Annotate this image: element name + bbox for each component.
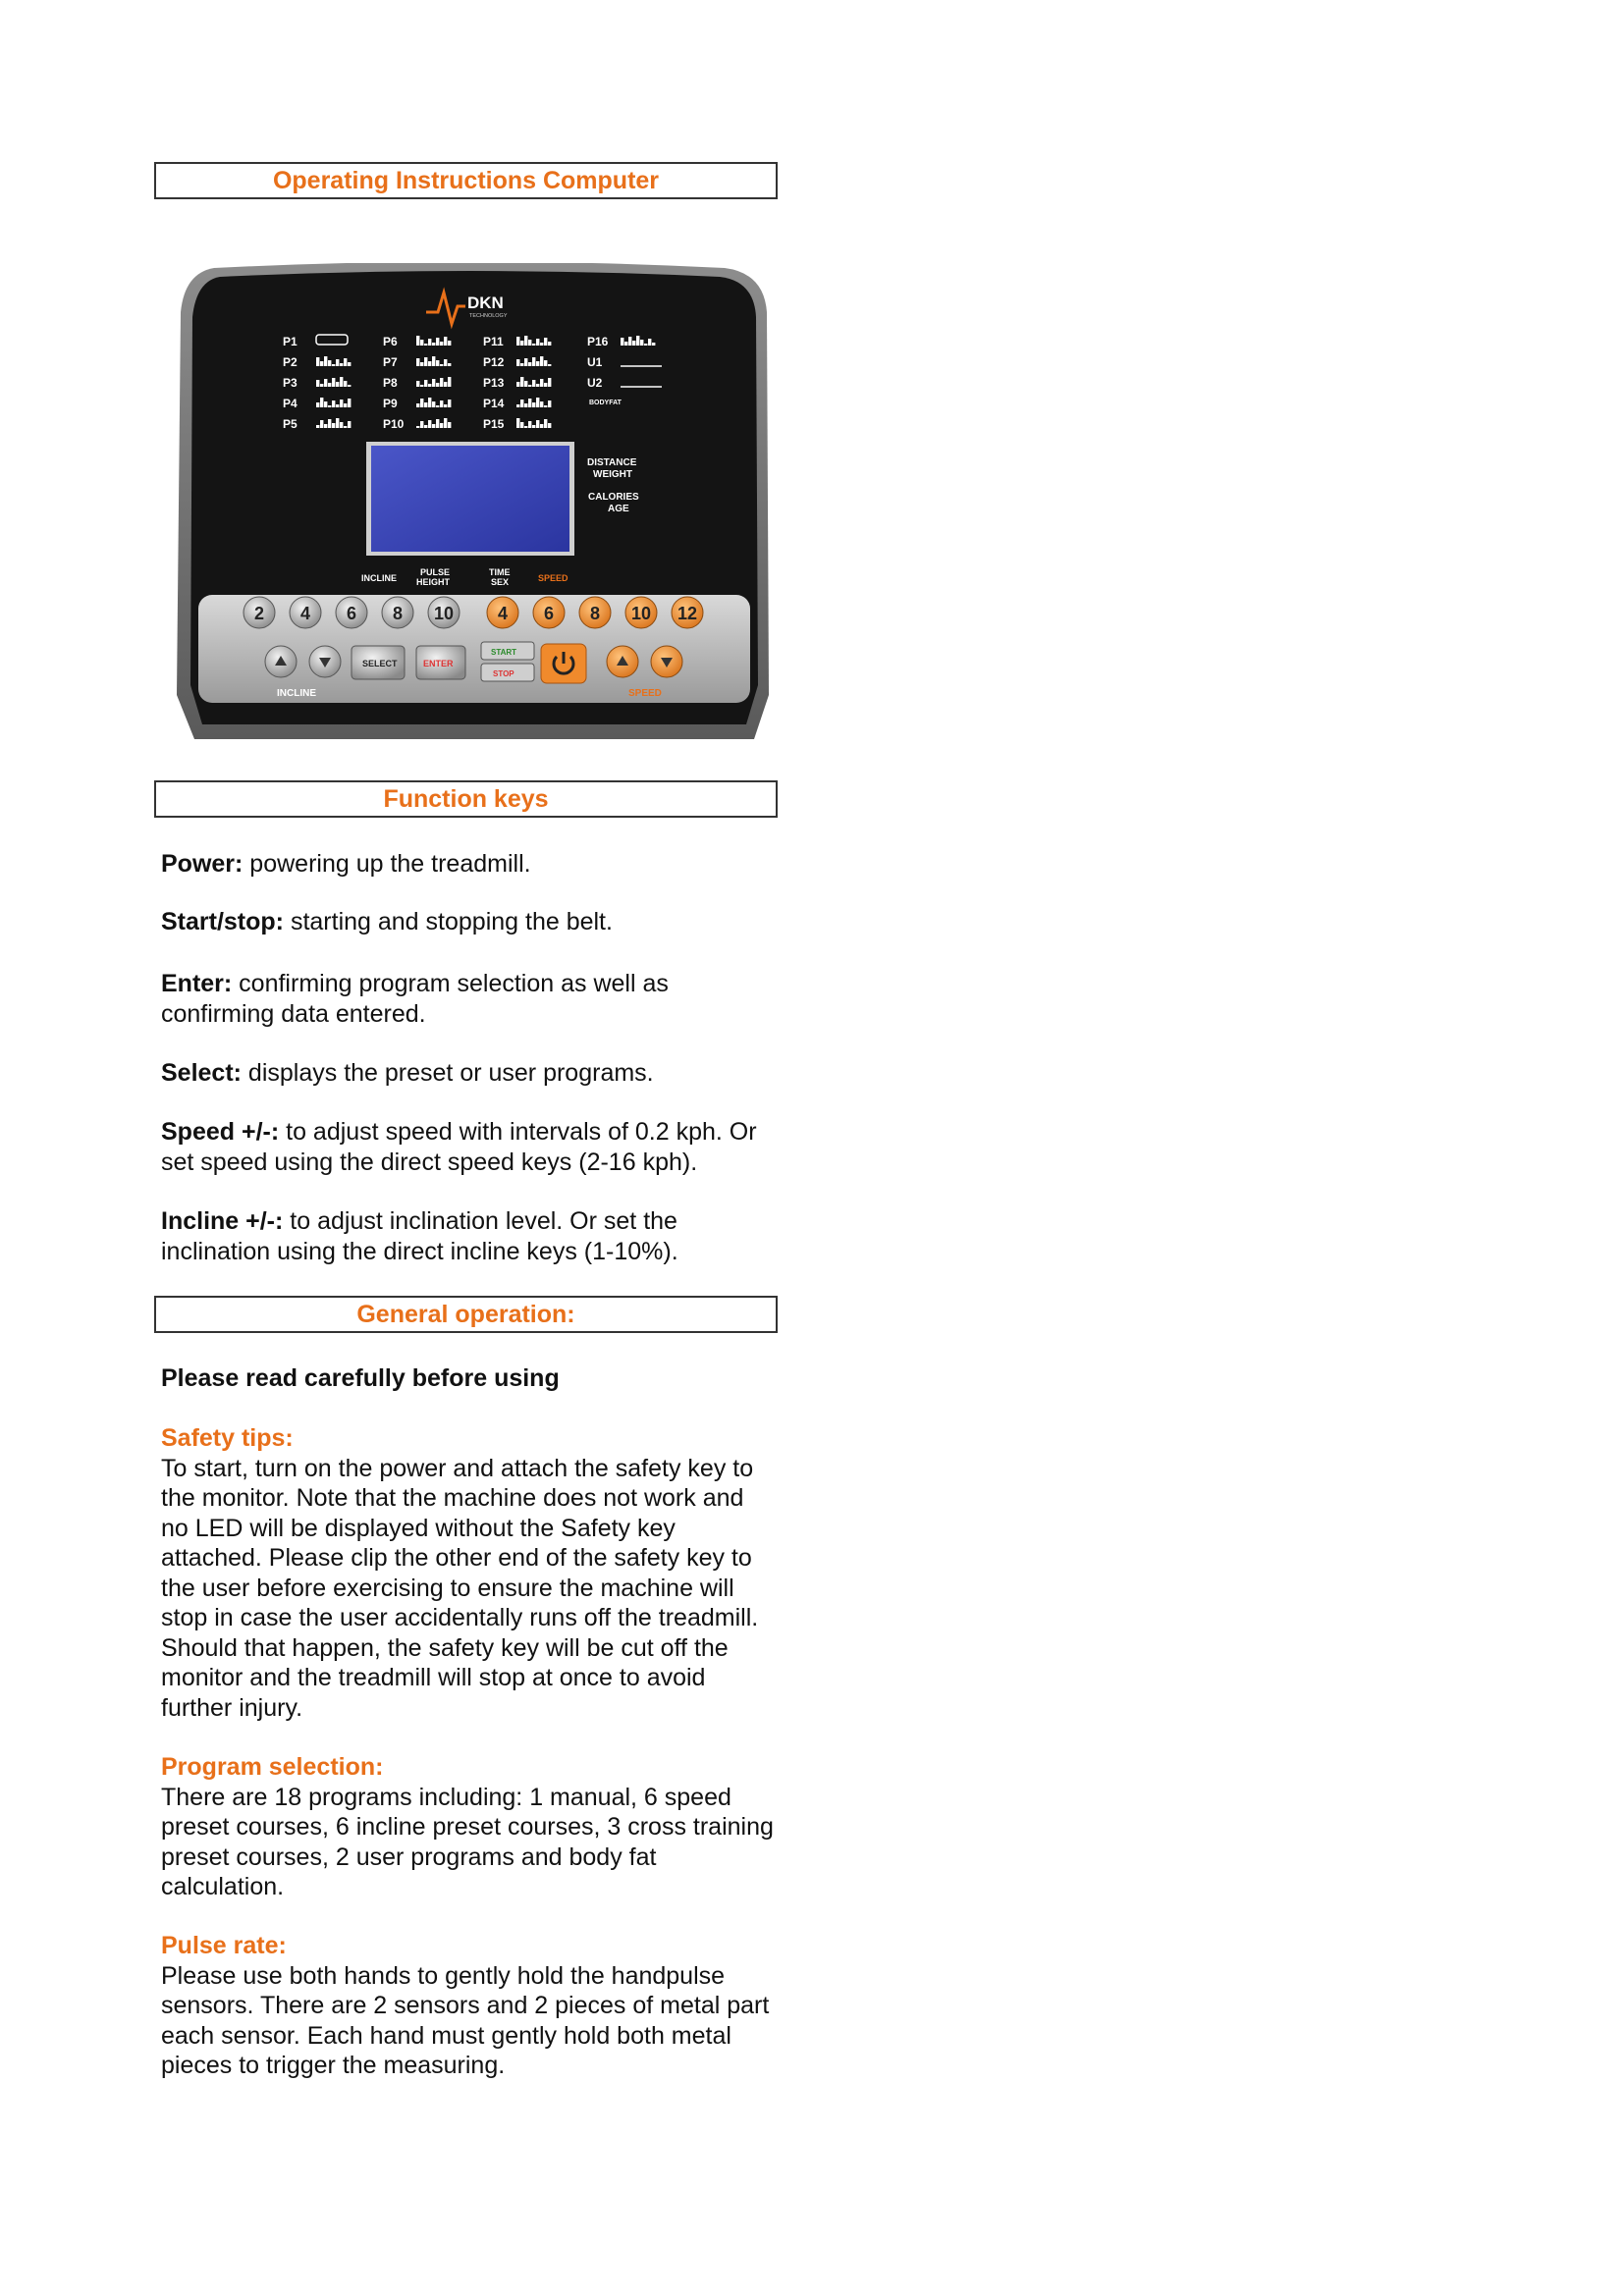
section-header-operating (154, 162, 778, 199)
console-panel-image (175, 263, 774, 744)
function-key-select: Select: displays the preset or user programs. (161, 1059, 654, 1087)
console-svg (175, 263, 774, 744)
general-intro: Please read carefully before using (161, 1364, 560, 1392)
svg-text:8: 8 (392, 604, 404, 623)
svg-text:DISTANCE: DISTANCE (587, 457, 637, 468)
program-label: P8 (383, 376, 398, 390)
program-label: P3 (283, 376, 298, 390)
function-key-enter: Enter: confirming program selection as well as confirming data entered. (161, 970, 669, 1028)
svg-text:CALORIES: CALORIES (588, 492, 639, 503)
svg-text:SELECT: SELECT (362, 659, 398, 668)
program-label: U1 (587, 355, 603, 369)
program-label: P1 (283, 335, 298, 348)
safety-tips-text: To start, turn on the power and attach the safety key to the monitor. Note that the machine does not work and no LED will be displayed without the Safety key attached. Please clip the other end of the safety key to the user before exercising to ensure the machine will stop in case the user accidentally runs off the treadmill. Should that happen, the safety key will be cut off the monitor and the treadmill will stop at once to avoid further injury. (161, 1454, 759, 1722)
incline-quick-key (290, 597, 321, 628)
svg-text:WEIGHT: WEIGHT (593, 469, 632, 480)
program-label: P5 (283, 417, 298, 431)
function-key-startstop: Start/stop: starting and stopping the belt. (161, 908, 613, 935)
svg-text:STOP: STOP (493, 669, 514, 678)
section-header-text: Function keys (383, 785, 549, 813)
safety-tips-title: Safety tips: (161, 1424, 294, 1452)
section-header-general (154, 1296, 778, 1333)
svg-text:HEIGHT: HEIGHT (416, 577, 451, 587)
speed-label: SPEED (628, 688, 662, 699)
svg-text:ENTER: ENTER (423, 659, 454, 668)
function-key-incline: Incline +/-: to adjust inclination level. Or set the inclination using the direct incline keys (1-10%). (161, 1207, 678, 1265)
svg-text:8: 8 (589, 604, 601, 623)
speed-up-button (607, 646, 638, 677)
program-label: P9 (383, 397, 398, 410)
speed-quick-key (579, 597, 611, 628)
svg-text:INCLINE: INCLINE (361, 573, 397, 583)
program-label: P10 (383, 417, 405, 431)
svg-text:4: 4 (299, 604, 311, 623)
svg-text:6: 6 (346, 604, 357, 623)
lcd-screen (371, 446, 569, 552)
svg-text:2: 2 (253, 604, 265, 623)
incline-down-button (309, 646, 341, 677)
speed-quick-key (487, 597, 518, 628)
program-label: U2 (587, 376, 603, 390)
program-selection-text: There are 18 programs including: 1 manual, 6 speed preset courses, 6 incline preset courses, 3 cross training preset courses, 2 user programs and body fat calculation. (161, 1783, 774, 1900)
safety-tips (161, 1423, 775, 1723)
svg-text:12: 12 (677, 604, 698, 623)
program-label: P13 (483, 376, 505, 390)
pulse-rate (161, 1931, 775, 2081)
bodyfat-label: BODYFAT (589, 400, 622, 406)
start-button (481, 642, 534, 660)
incline-quick-key (382, 597, 413, 628)
svg-text:TECHNOLOGY: TECHNOLOGY (469, 313, 508, 319)
svg-text:10: 10 (433, 604, 455, 623)
svg-text:SPEED: SPEED (538, 573, 568, 583)
program-label: P6 (383, 335, 398, 348)
program-selection (161, 1752, 775, 1902)
svg-text:10: 10 (630, 604, 652, 623)
incline-up-button (265, 646, 297, 677)
speed-quick-key (533, 597, 565, 628)
program-label: P4 (283, 397, 298, 410)
pulse-rate-title: Pulse rate: (161, 1932, 287, 1959)
program-label: P15 (483, 417, 505, 431)
incline-quick-key (244, 597, 275, 628)
program-label: P14 (483, 397, 505, 410)
svg-text:START: START (491, 648, 517, 657)
section-header-function-keys (154, 780, 778, 818)
speed-quick-key (625, 597, 657, 628)
function-key-speed: Speed +/-: to adjust speed with intervals of 0.2 kph. Or set speed using the direct speed keys (2-16 kph). (161, 1118, 757, 1176)
program-label: P11 (483, 335, 504, 348)
program-label: P16 (587, 335, 609, 348)
section-header-text: General operation: (356, 1301, 575, 1328)
incline-quick-key (428, 597, 460, 628)
svg-text:SEX: SEX (491, 577, 510, 587)
svg-text:AGE: AGE (608, 504, 629, 514)
program-label: P7 (383, 355, 398, 369)
function-key-power: Power: powering up the treadmill. (161, 850, 531, 878)
incline-label: INCLINE (277, 688, 316, 699)
enter-button (416, 646, 465, 679)
svg-text:TIME: TIME (489, 567, 511, 577)
svg-text:4: 4 (497, 604, 509, 623)
power-button (541, 644, 586, 683)
svg-text:6: 6 (543, 604, 555, 623)
svg-text:DKN: DKN (467, 294, 504, 312)
program-label: P2 (283, 355, 298, 369)
incline-quick-key (336, 597, 367, 628)
speed-down-button (651, 646, 682, 677)
program-label: P12 (483, 355, 505, 369)
section-header-text: Operating Instructions Computer (272, 167, 660, 194)
program-selection-title: Program selection: (161, 1753, 384, 1781)
pulse-rate-text: Please use both hands to gently hold the handpulse sensors. There are 2 sensors and 2 pieces of metal part each sensor. Each hand must gently hold both metal pieces to trigger the measuring. (161, 1961, 770, 2079)
stop-button (481, 664, 534, 681)
svg-text:PULSE: PULSE (420, 567, 451, 577)
speed-quick-key (672, 597, 703, 628)
select-button (352, 646, 405, 679)
